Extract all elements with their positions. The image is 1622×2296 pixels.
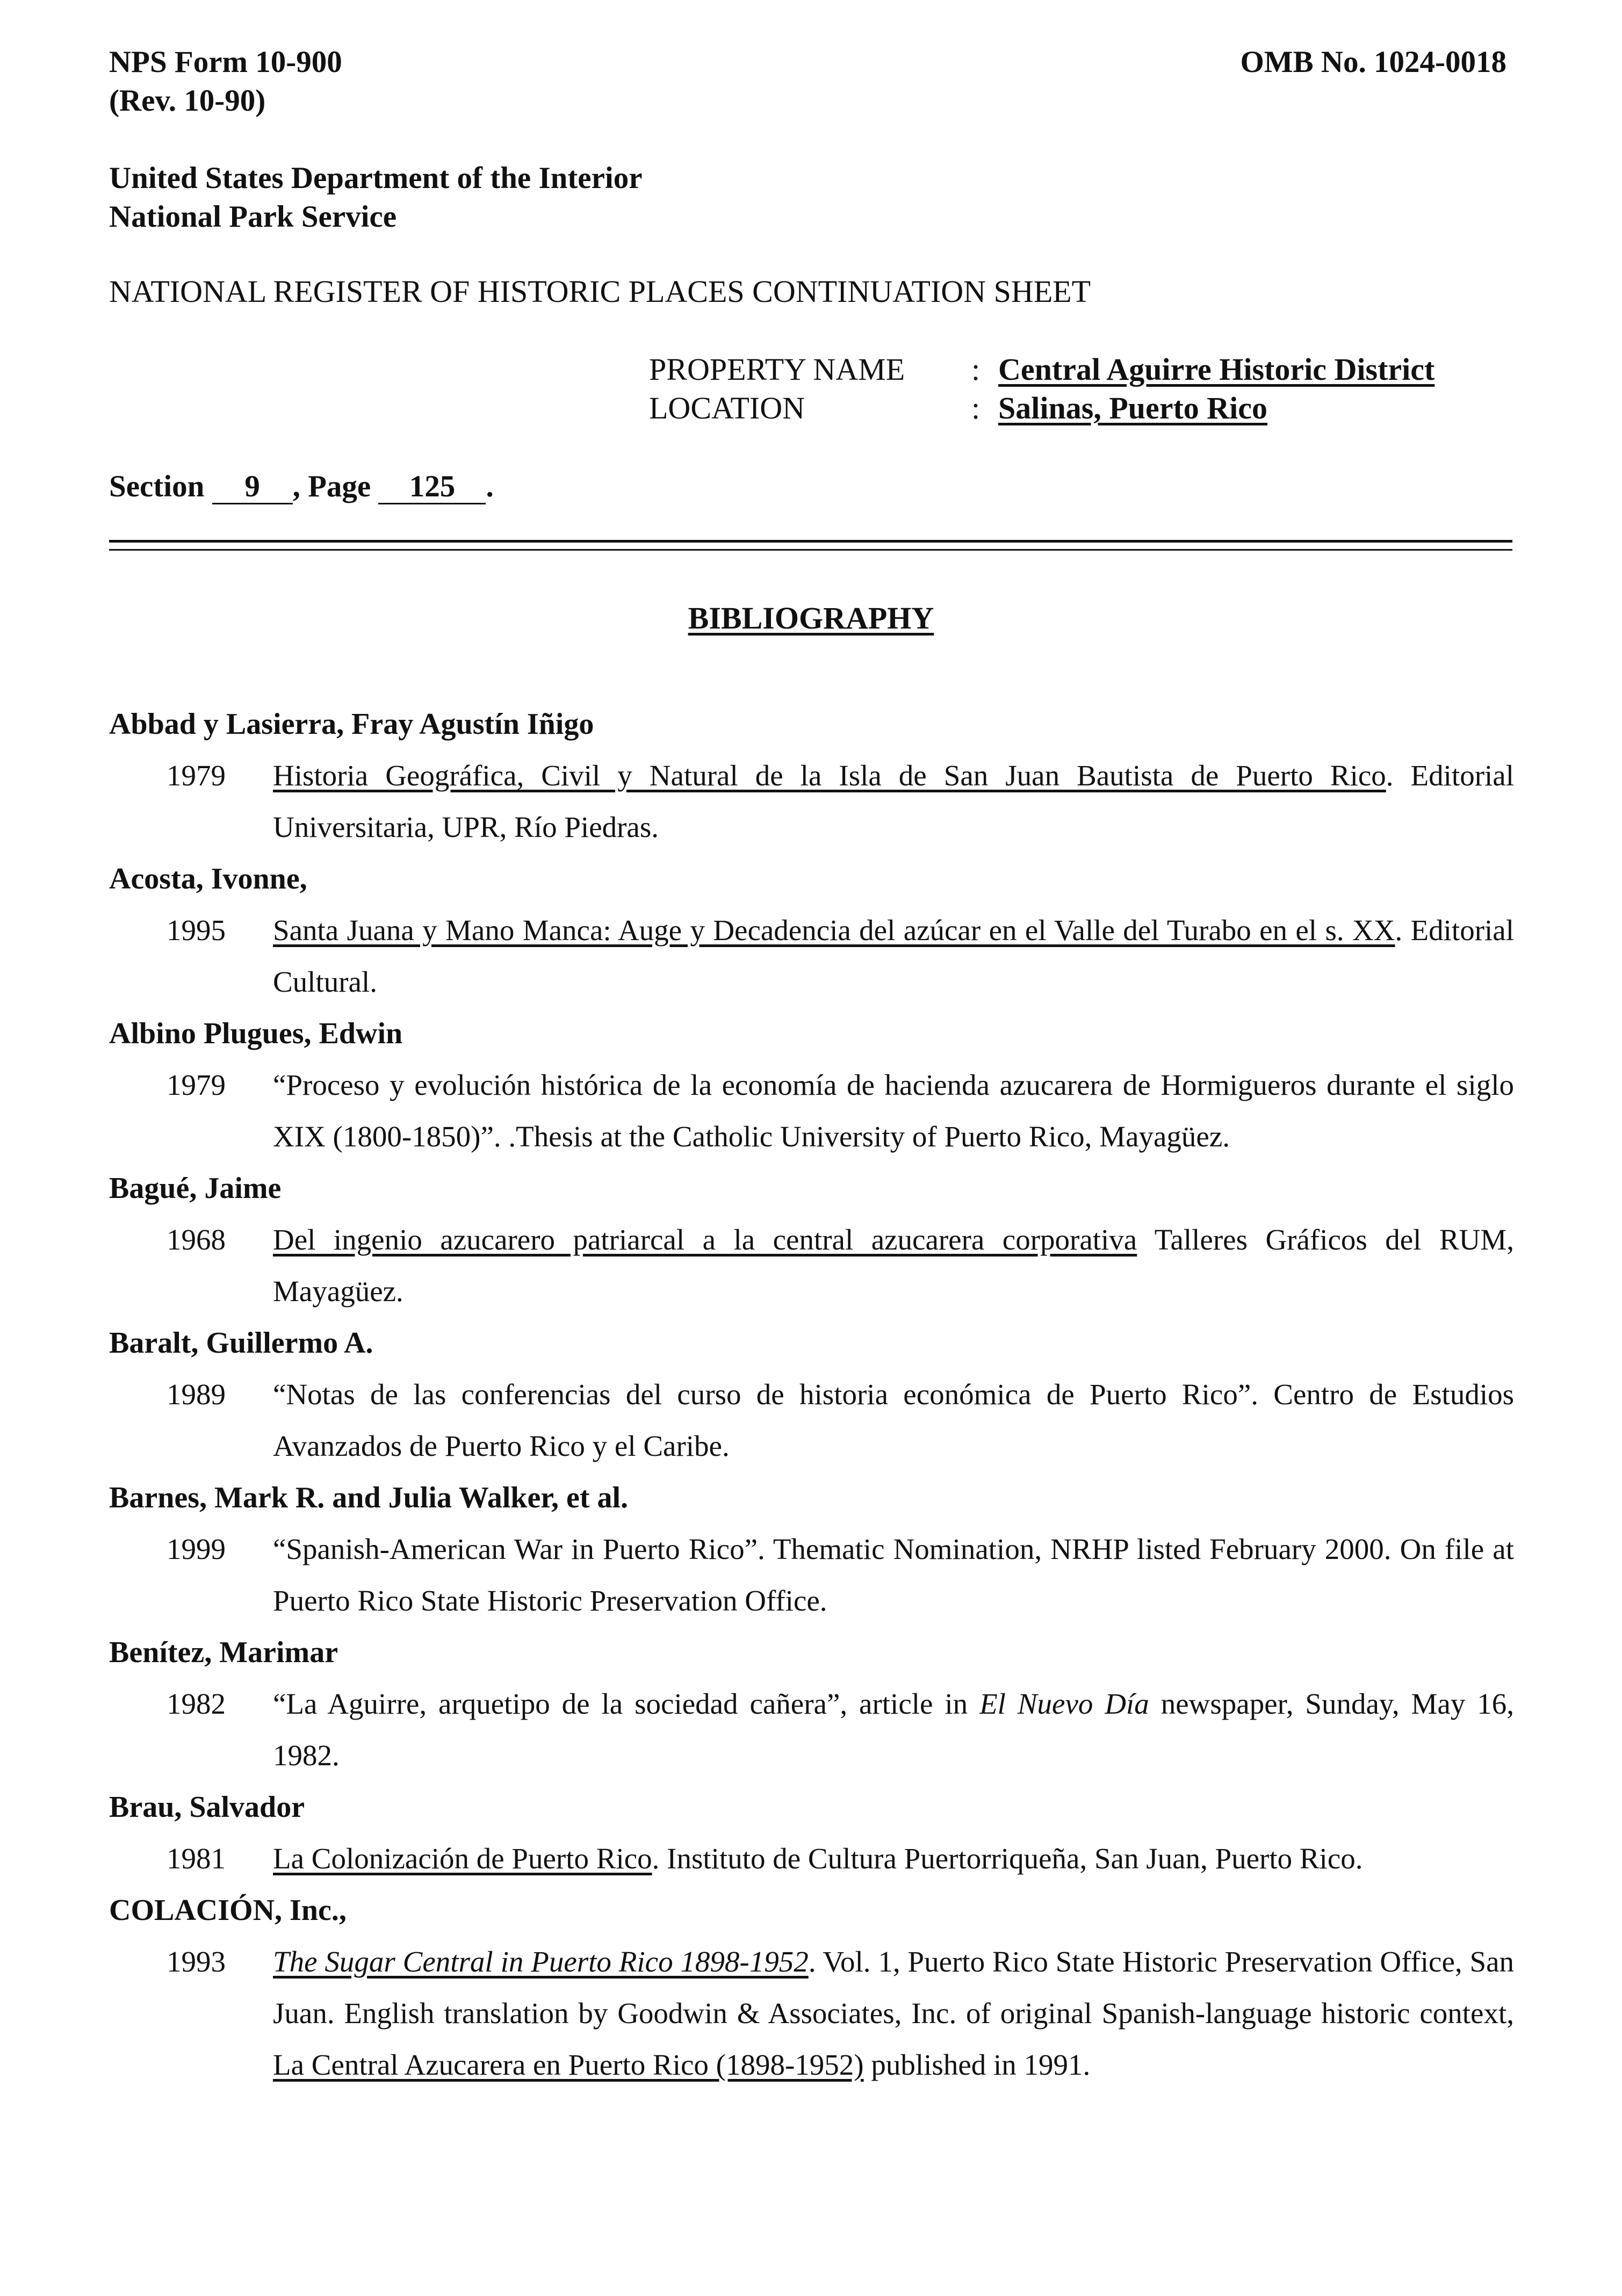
- page-label: , Page: [292, 470, 371, 503]
- bibliography-entry: [109, 1885, 1514, 2091]
- entry-reference: [109, 1369, 1514, 1472]
- entry-text-end: published in 1991.: [863, 2048, 1091, 2081]
- entry-text: “Notas de las conferencias del curso de historia económica de Puerto Rico”. Centro de Estudios Avanzados de Puerto Rico y el Caribe.: [273, 1378, 1514, 1462]
- bibliography-entry: [109, 1781, 1514, 1885]
- entry-publisher: . Editorial Universitaria, UPR, Río Piedras.: [273, 759, 1514, 843]
- bibliography-heading: [0, 599, 1622, 638]
- bibliography-entry: [109, 1627, 1514, 1781]
- property-name-label: PROPERTY NAME: [649, 352, 905, 387]
- bibliography-entry: [109, 853, 1514, 1008]
- entry-title: Santa Juana y Mano Manca: Auge y Decadencia del azúcar en el Valle del Turabo en el s. XX: [273, 914, 1395, 947]
- page-period: .: [486, 470, 494, 503]
- entry-year: 1999: [167, 1533, 226, 1565]
- entry-publisher: Talleres Gráficos del RUM, Mayagüez.: [273, 1223, 1514, 1308]
- service-name: National Park Service: [109, 200, 397, 234]
- entry-reference: [109, 1524, 1514, 1627]
- property-name-value: Central Aguirre Historic District: [998, 352, 1435, 387]
- omb-number: OMB No. 1024-0018: [1240, 45, 1506, 79]
- entry-year: 1979: [167, 759, 226, 792]
- entry-text: “Spanish-American War in Puerto Rico”. Thematic Nomination, NRHP listed February 2000. On file at Puerto Rico State Historic Preservation Office.: [273, 1533, 1514, 1617]
- header-rule-thick: [109, 540, 1512, 543]
- entry-text: [273, 905, 1514, 1008]
- entry-reference: [109, 905, 1514, 1008]
- entry-reference: [109, 750, 1514, 853]
- form-number: [109, 43, 342, 120]
- property-name-colon: :: [971, 352, 981, 387]
- entry-text: [273, 1833, 1514, 1885]
- bibliography-entry: [109, 1163, 1514, 1317]
- entry-reference: [109, 1214, 1514, 1317]
- entry-year: 1968: [167, 1223, 226, 1256]
- location-colon: :: [971, 391, 981, 425]
- entry-text-after: newspaper, Sunday, May 16, 1982.: [273, 1687, 1514, 1772]
- department-name: United States Department of the Interior: [109, 161, 643, 195]
- entry-year: 1993: [167, 1945, 226, 1978]
- entry-author: Brau, Salvador: [109, 1790, 305, 1824]
- entry-text: [273, 1214, 1514, 1317]
- bibliography-entry: [109, 698, 1514, 853]
- entry-author: COLACIÓN, Inc.,: [109, 1894, 347, 1927]
- entry-title: Historia Geográfica, Civil y Natural de la Isla de San Juan Bautista de Puerto Rico: [273, 759, 1386, 792]
- property-info: [649, 350, 1434, 428]
- form-revision-line: (Rev. 10-90): [109, 84, 266, 118]
- section-page-line: [109, 467, 494, 506]
- location-row: [649, 389, 1434, 428]
- entry-text: [273, 1936, 1514, 2091]
- entry-title: La Colonización de Puerto Rico: [273, 1842, 652, 1875]
- entry-author: Abbad y Lasierra, Fray Agustín Iñigo: [109, 707, 594, 741]
- entry-author: Albino Plugues, Edwin: [109, 1017, 403, 1050]
- bibliography-entry: [109, 1317, 1514, 1472]
- location-label: LOCATION: [649, 391, 805, 425]
- entry-title: Del ingenio azucarero patriarcal a la central azucarera corporativa: [273, 1223, 1137, 1256]
- entry-text-middle: . Vol. 1, Puerto Rico State Historic Preservation Office, San Juan. English translation by Goodwin & Associates, Inc. of original Spanish-language historic context,: [273, 1945, 1514, 2030]
- entry-author: Bagué, Jaime: [109, 1172, 282, 1205]
- entry-author: Acosta, Ivonne,: [109, 862, 307, 896]
- property-name-row: [649, 350, 1434, 389]
- entry-reference: [109, 1833, 1514, 1885]
- section-number: 9: [212, 471, 293, 504]
- bibliography-heading-text: BIBLIOGRAPHY: [688, 601, 934, 636]
- entry-year: 1989: [167, 1378, 226, 1411]
- entry-year: 1979: [167, 1068, 226, 1101]
- entry-author: Baralt, Guillermo A.: [109, 1326, 373, 1360]
- entry-author: Benítez, Marimar: [109, 1636, 338, 1669]
- entry-year: 1982: [167, 1687, 226, 1720]
- section-label: Section: [109, 470, 205, 503]
- entry-text: [273, 1678, 1514, 1781]
- entry-year: 1995: [167, 914, 226, 947]
- agency-block: [109, 159, 643, 236]
- page-number: 125: [378, 471, 486, 504]
- bibliography-entry: [109, 1472, 1514, 1627]
- entry-original-title: La Central Azucarera en Puerto Rico (1898-1952): [273, 2048, 864, 2081]
- entry-reference: [109, 1678, 1514, 1781]
- entry-newspaper-title: El Nuevo Día: [979, 1687, 1149, 1720]
- entry-author: Barnes, Mark R. and Julia Walker, et al.: [109, 1481, 629, 1514]
- entry-reference: [109, 1936, 1514, 2091]
- sheet-title: NATIONAL REGISTER OF HISTORIC PLACES CONTINUATION SHEET: [109, 274, 1091, 309]
- entry-publisher: . Instituto de Cultura Puertorriqueña, San Juan, Puerto Rico.: [652, 1842, 1363, 1875]
- entry-text: “Proceso y evolución histórica de la economía de hacienda azucarera de Hormigueros durante el siglo XIX (1800-1850)”. .Thesis at the Catholic University of Puerto Rico, Mayagüez.: [273, 1068, 1514, 1153]
- entry-title: The Sugar Central in Puerto Rico 1898-1952: [273, 1945, 809, 1978]
- entry-text: [273, 750, 1514, 853]
- bibliography-list: [109, 698, 1514, 2091]
- bibliography-entry: [109, 1008, 1514, 1163]
- form-number-line: NPS Form 10-900: [109, 45, 342, 79]
- entry-year: 1981: [167, 1842, 226, 1875]
- entry-text-before: “La Aguirre, arquetipo de la sociedad cañera”, article in: [273, 1687, 980, 1720]
- entry-publisher: . Editorial Cultural.: [273, 914, 1515, 998]
- entry-reference: [109, 1059, 1514, 1163]
- location-value: Salinas, Puerto Rico: [998, 391, 1268, 425]
- header-rule-thin: [109, 549, 1512, 551]
